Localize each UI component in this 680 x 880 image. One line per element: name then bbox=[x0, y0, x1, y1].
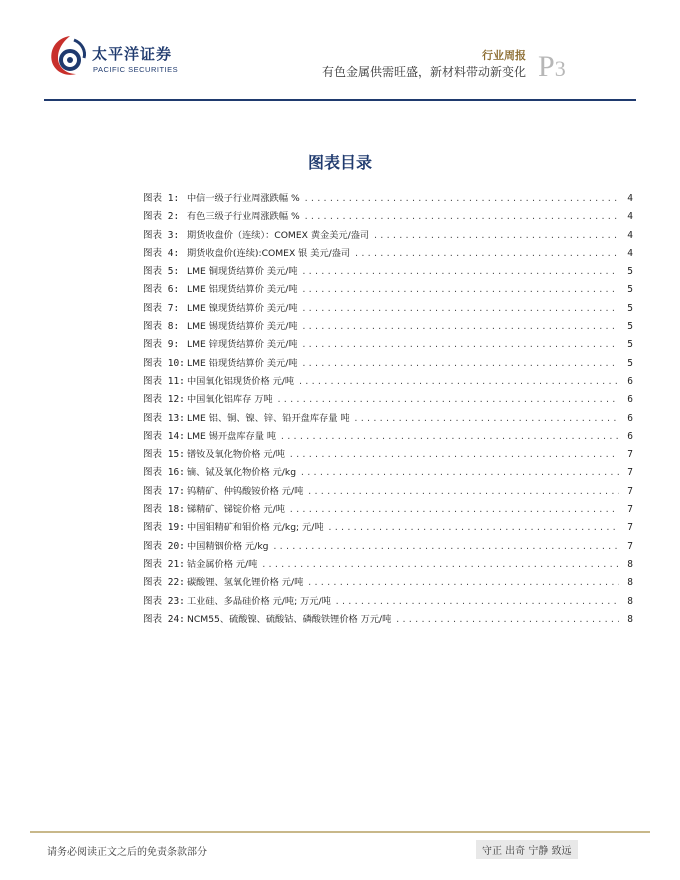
toc-entry-page: 7 bbox=[627, 522, 633, 534]
toc-dot-leader bbox=[298, 373, 619, 391]
toc-entry-title: 有色三级子行业周涨跌幅 % bbox=[187, 211, 300, 223]
toc-entry-title: LME 铝现货结算价 美元/吨 bbox=[187, 284, 298, 296]
toc-entry-title: LME 铅现货结算价 美元/吨 bbox=[187, 357, 298, 369]
toc-entry[interactable] bbox=[143, 190, 633, 208]
toc-entry[interactable] bbox=[143, 519, 633, 537]
toc-entry-page: 7 bbox=[627, 485, 633, 497]
toc-entry-title: 碳酸锂、氢氧化锂价格 元/吨 bbox=[187, 577, 304, 589]
toc-entry-page: 7 bbox=[627, 467, 633, 479]
toc-entry-page: 4 bbox=[627, 211, 633, 223]
toc-entry-title: LME 铜现货结算价 美元/吨 bbox=[187, 266, 298, 278]
toc-entry-title: 中信一级子行业周涨跌幅 % bbox=[187, 193, 300, 204]
toc-dot-leader bbox=[328, 519, 619, 537]
page-digit: 3 bbox=[554, 56, 566, 81]
toc-entry[interactable] bbox=[143, 446, 633, 464]
header-divider bbox=[44, 99, 636, 101]
toc-dot-leader bbox=[354, 410, 619, 428]
toc-entry-title: 钴金属价格 元/吨 bbox=[187, 558, 258, 570]
toc-entry-page: 5 bbox=[627, 321, 633, 333]
toc-entry-label: 图表 13: bbox=[143, 412, 185, 424]
toc-entry-page: 8 bbox=[627, 613, 633, 625]
toc-dot-leader bbox=[301, 318, 619, 336]
toc-entry-page: 5 bbox=[627, 266, 633, 278]
page-letter: P bbox=[538, 50, 555, 83]
toc-entry[interactable] bbox=[143, 208, 633, 226]
page-number bbox=[538, 52, 566, 82]
report-type: 行业周报 bbox=[482, 49, 526, 62]
company-logo bbox=[48, 34, 188, 84]
footer-disclaimer: 请务必阅读正文之后的免责条款部分 bbox=[47, 847, 207, 858]
toc-dot-leader bbox=[301, 355, 619, 373]
toc-entry-page: 6 bbox=[627, 394, 633, 406]
toc-dot-leader bbox=[300, 464, 619, 482]
toc-entry-label: 图表 14: bbox=[143, 430, 185, 442]
toc-entry-label: 图表 4: bbox=[143, 247, 180, 259]
toc-entry-title: 工业硅、多晶硅价格 元/吨; 万元/吨 bbox=[187, 595, 331, 607]
toc-entry-page: 5 bbox=[627, 284, 633, 296]
toc-entry[interactable] bbox=[143, 318, 633, 336]
toc-entry-page: 4 bbox=[627, 229, 633, 241]
toc-entry[interactable] bbox=[143, 263, 633, 281]
toc-entry-page: 5 bbox=[627, 357, 633, 369]
toc-entry[interactable] bbox=[143, 300, 633, 318]
toc-entry[interactable] bbox=[143, 373, 633, 391]
toc-dot-leader bbox=[301, 281, 619, 299]
toc-entry-label: 图表 15: bbox=[143, 449, 185, 461]
toc-dot-leader bbox=[301, 336, 619, 354]
toc-dot-leader bbox=[280, 428, 619, 446]
toc-entry-label: 图表 19: bbox=[143, 522, 185, 534]
toc-entry-page: 6 bbox=[627, 430, 633, 442]
toc-dot-leader bbox=[304, 208, 619, 226]
toc-entry-label: 图表 22: bbox=[143, 577, 185, 589]
toc-entry-label: 图表 1: bbox=[143, 193, 180, 204]
toc-entry-title: 中国钼精矿和钼价格 元/kg; 元/吨 bbox=[187, 522, 324, 534]
toc-entry[interactable] bbox=[143, 227, 633, 245]
toc-entry[interactable] bbox=[143, 501, 633, 519]
toc-dot-leader bbox=[307, 483, 619, 501]
toc-entry-title: 锑精矿、锑锭价格 元/吨 bbox=[187, 504, 285, 516]
toc-dot-leader bbox=[289, 446, 619, 464]
toc-entry-page: 7 bbox=[627, 540, 633, 552]
toc-entry-title: LME 锡现货结算价 美元/吨 bbox=[187, 321, 298, 333]
toc-entry-title: 镝、铽及氧化物价格 元/kg bbox=[187, 467, 297, 479]
toc-entry-title: NCM55、硫酸镍、硫酸钴、磷酸铁锂价格 万元/吨 bbox=[187, 613, 392, 625]
toc-entry-page: 4 bbox=[627, 193, 633, 204]
toc-entry-page: 7 bbox=[627, 504, 633, 516]
toc-entry-label: 图表 5: bbox=[143, 266, 180, 278]
toc-entry-label: 图表 9: bbox=[143, 339, 180, 351]
toc-entry-label: 图表 18: bbox=[143, 504, 185, 516]
toc-entry[interactable] bbox=[143, 336, 633, 354]
footer-divider bbox=[30, 831, 650, 833]
toc-entry-label: 图表 11: bbox=[143, 375, 185, 387]
toc-entry-page: 8 bbox=[627, 595, 633, 607]
toc-entry-label: 图表 3: bbox=[143, 229, 180, 241]
toc-entry-label: 图表 6: bbox=[143, 284, 180, 296]
toc-entry-label: 图表 16: bbox=[143, 467, 185, 479]
toc-entry[interactable] bbox=[143, 464, 633, 482]
logo-english-name: PACIFIC SECURITIES bbox=[93, 65, 179, 74]
toc-entry-page: 4 bbox=[627, 247, 633, 259]
toc-entry-title: 中国氧化铝库存 万吨 bbox=[187, 394, 273, 406]
toc-entry-title: 钨精矿、仲钨酸铵价格 元/吨 bbox=[187, 485, 304, 497]
toc-entry-label: 图表 21: bbox=[143, 558, 185, 570]
toc-heading: 图表目录 bbox=[307, 153, 372, 172]
toc-entry-title: 镨钕及氧化物价格 元/吨 bbox=[187, 449, 285, 461]
toc-entry-label: 图表 2: bbox=[143, 211, 180, 223]
toc-entry-label: 图表 17: bbox=[143, 485, 185, 497]
toc-dot-leader bbox=[301, 263, 619, 281]
toc-dot-leader bbox=[301, 300, 619, 318]
pacific-securities-logo-icon bbox=[48, 34, 88, 78]
toc-entry-title: 期货收盘价（连续）：COMEX 黄金美元/盎司 bbox=[187, 229, 370, 241]
toc-entry[interactable] bbox=[143, 574, 633, 592]
figure-index-list bbox=[143, 190, 633, 629]
toc-dot-leader bbox=[354, 245, 619, 263]
toc-entry-title: LME 锌现货结算价 美元/吨 bbox=[187, 339, 298, 351]
logo-chinese-name: 太平洋证券 bbox=[92, 45, 173, 63]
toc-entry[interactable] bbox=[143, 483, 633, 501]
toc-entry[interactable] bbox=[143, 593, 633, 611]
toc-dot-leader bbox=[373, 227, 619, 245]
toc-entry[interactable] bbox=[143, 391, 633, 409]
toc-entry-page: 6 bbox=[627, 412, 633, 424]
toc-dot-leader bbox=[335, 593, 619, 611]
toc-dot-leader bbox=[261, 556, 619, 574]
toc-entry-title: 期货收盘价(连续):COMEX 银 美元/盎司 bbox=[187, 247, 351, 259]
toc-entry[interactable] bbox=[143, 281, 633, 299]
page-header bbox=[0, 0, 680, 110]
toc-entry[interactable] bbox=[143, 538, 633, 556]
toc-dot-leader bbox=[277, 391, 619, 409]
toc-dot-leader bbox=[307, 574, 619, 592]
toc-entry-title: 中国精铟价格 元/kg bbox=[187, 540, 269, 552]
toc-entry-label: 图表 23: bbox=[143, 595, 185, 607]
toc-dot-leader bbox=[395, 611, 619, 629]
toc-entry-label: 图表 12: bbox=[143, 394, 185, 406]
toc-dot-leader bbox=[304, 190, 619, 208]
toc-entry[interactable] bbox=[143, 428, 633, 446]
toc-entry-label: 图表 10: bbox=[143, 357, 185, 369]
toc-entry-title: 中国氧化铝现货价格 元/吨 bbox=[187, 375, 295, 387]
toc-entry-label: 图表 20: bbox=[143, 540, 185, 552]
toc-entry-page: 5 bbox=[627, 339, 633, 351]
footer-motto: 守正 出奇 宁静 致远 bbox=[476, 840, 578, 859]
toc-entry-title: LME 镍现货结算价 美元/吨 bbox=[187, 302, 298, 314]
toc-entry[interactable] bbox=[143, 245, 633, 263]
toc-entry-label: 图表 8: bbox=[143, 321, 180, 333]
toc-entry-label: 图表 7: bbox=[143, 302, 180, 314]
toc-entry[interactable] bbox=[143, 611, 633, 629]
toc-dot-leader bbox=[289, 501, 619, 519]
toc-entry[interactable] bbox=[143, 410, 633, 428]
toc-dot-leader bbox=[272, 538, 619, 556]
toc-entry-label: 图表 24: bbox=[143, 613, 185, 625]
toc-entry-page: 6 bbox=[627, 375, 633, 387]
toc-entry-page: 8 bbox=[627, 558, 633, 570]
toc-entry[interactable] bbox=[143, 355, 633, 373]
toc-entry-title: LME 铝、铜、镍、锌、铅开盘库存量 吨 bbox=[187, 412, 350, 424]
toc-entry-page: 5 bbox=[627, 302, 633, 314]
toc-entry-title: LME 锡开盘库存量 吨 bbox=[187, 430, 277, 442]
report-title: 有色金属供需旺盛，新材料带动新变化 bbox=[321, 65, 526, 79]
toc-entry[interactable] bbox=[143, 556, 633, 574]
toc-entry-page: 7 bbox=[627, 449, 633, 461]
toc-entry-page: 8 bbox=[627, 577, 633, 589]
